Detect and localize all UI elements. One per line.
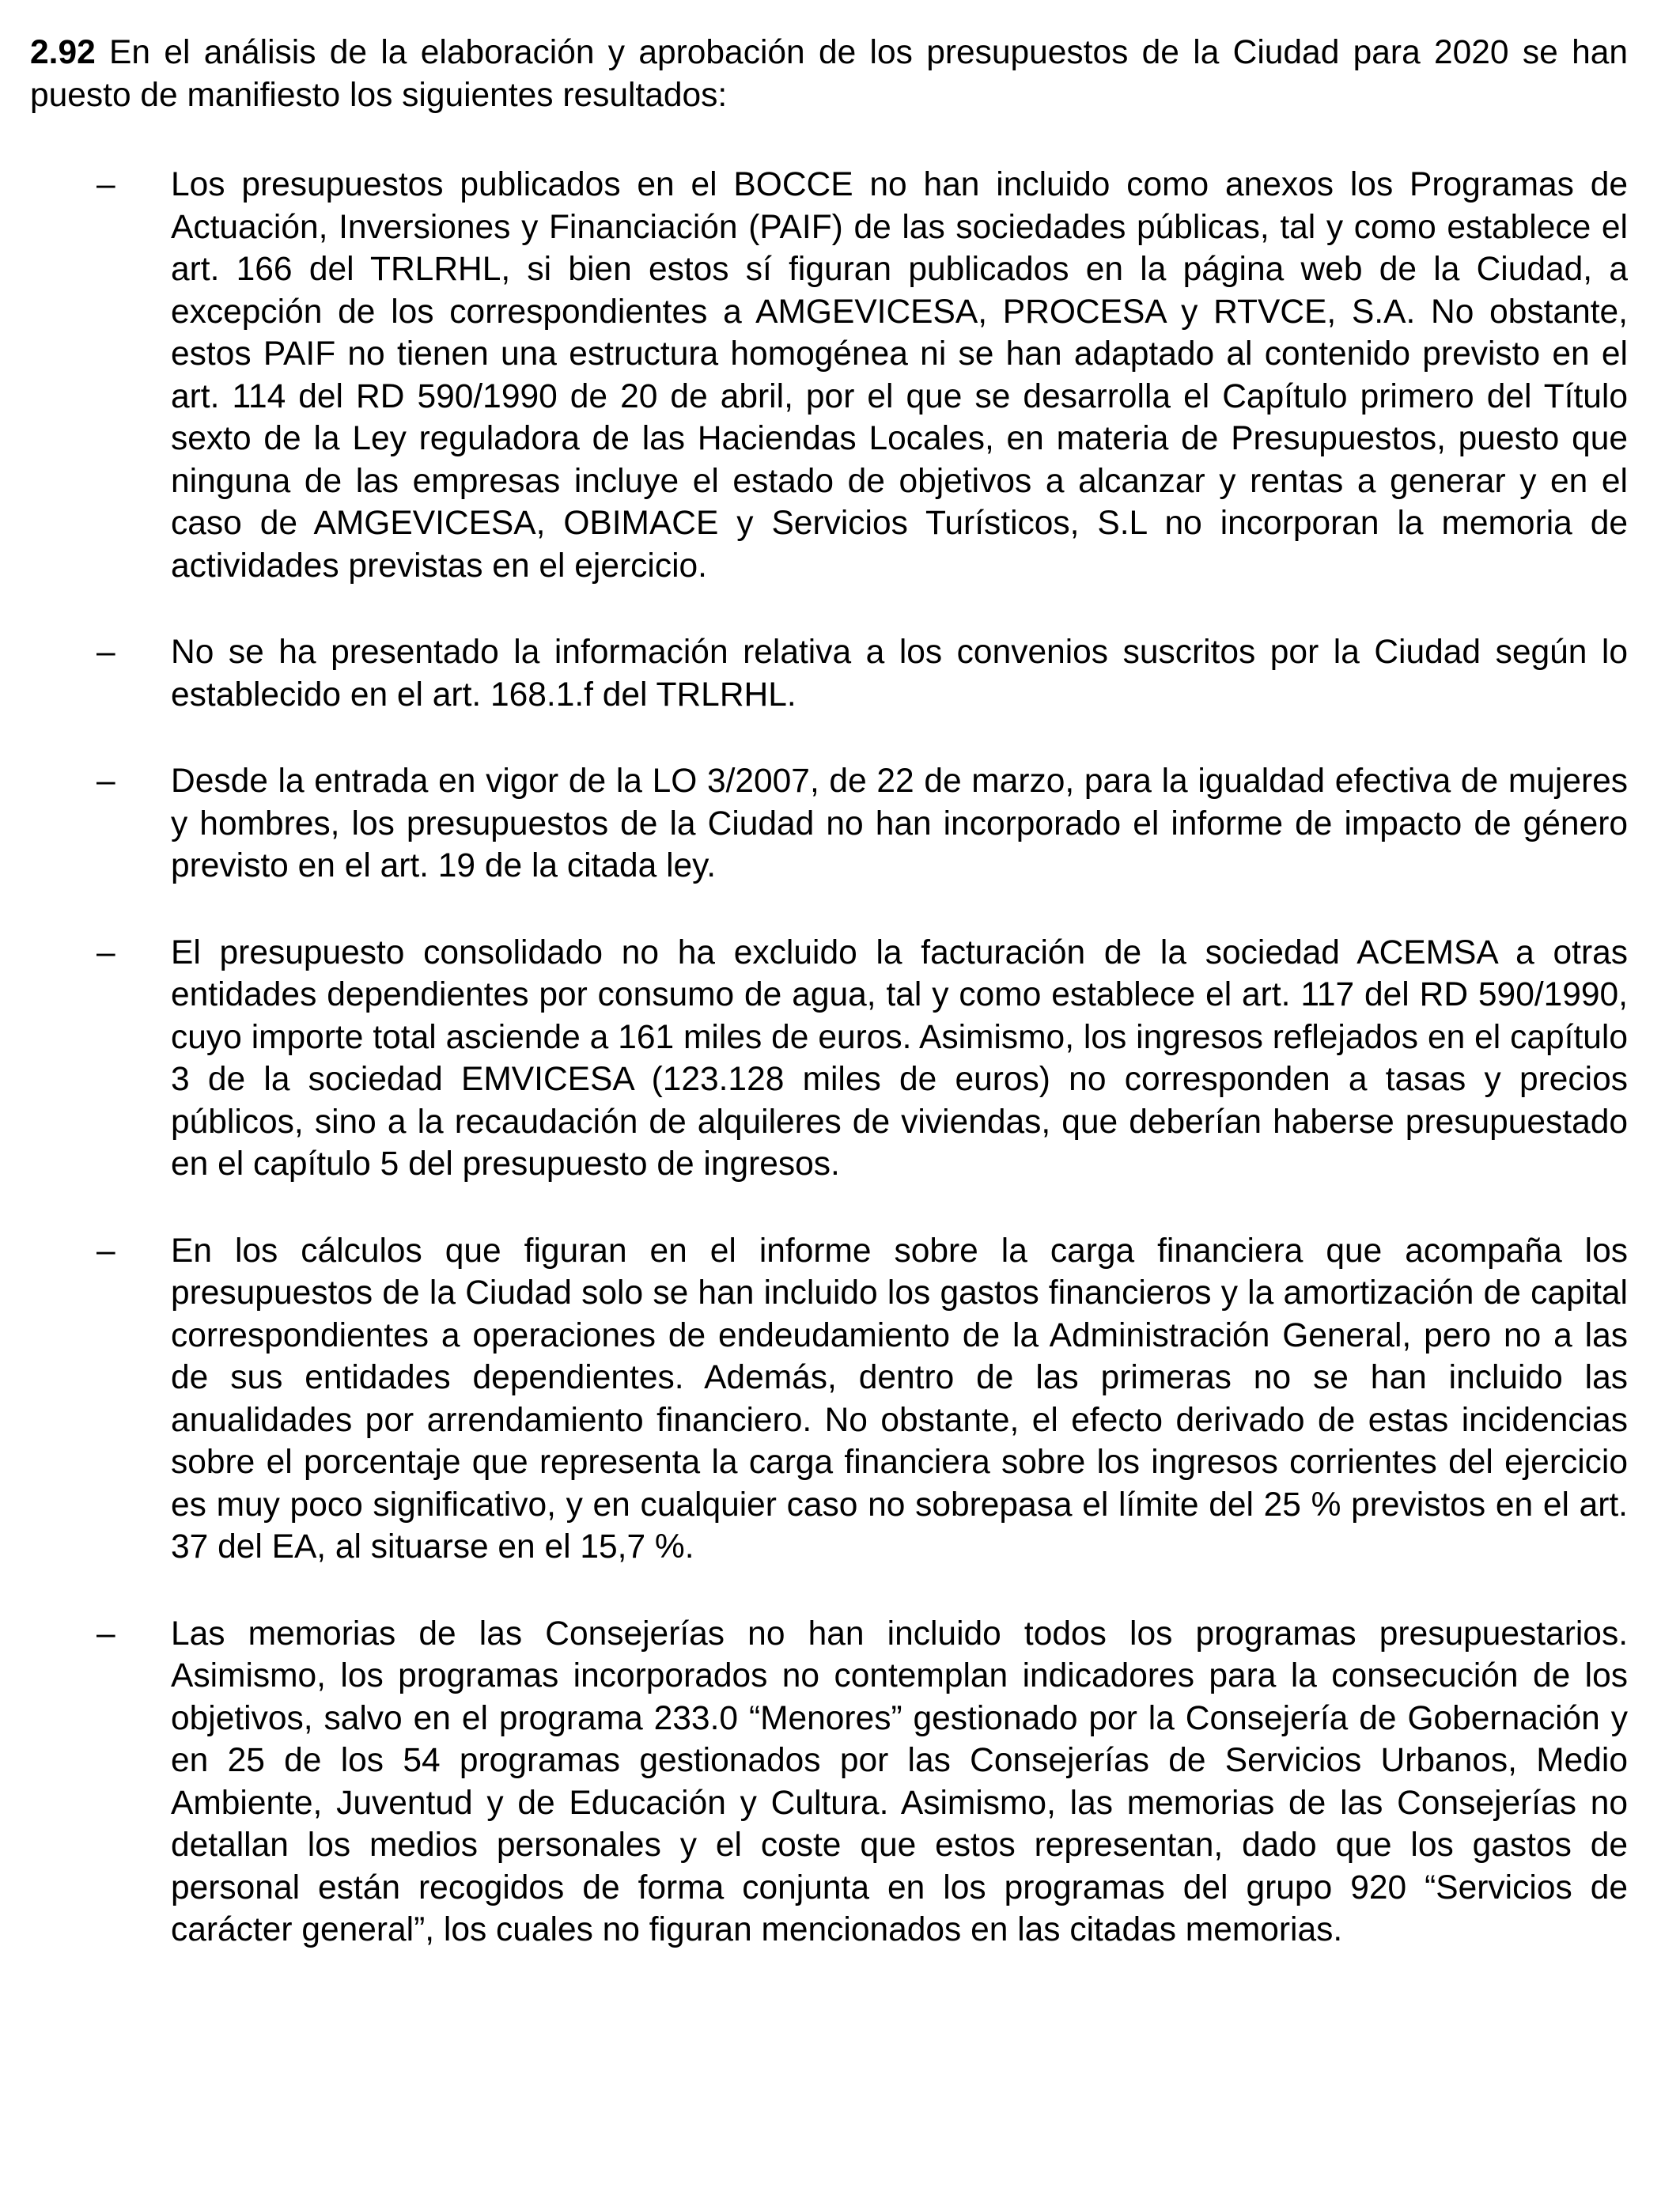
list-item-text: El presupuesto consolidado no ha excluido la facturación de la sociedad ACEMSA a otras entidades dependientes por consumo de agua, tal y como establece el art. 117 del RD 590/1990, cuyo importe total asciende a 161 miles de euros. Asimismo, los ingresos reflejados en el capítulo 3 de la sociedad EMVICESA (123.128 miles de euros) no corresponden a tasas y precios públicos, sino a la recaudación de alquileres de viviendas, que deberían haberse presupuestado en el capítulo 5 del presupuesto de ingresos.: [171, 933, 1628, 1183]
list-item: [30, 760, 1628, 888]
list-item-text: En los cálculos que figuran en el informe sobre la carga financiera que acompaña los presupuestos de la Ciudad solo se han incluido los gastos financieros y la amortización de capital correspondientes a operaciones de endeudamiento de la Administración General, pero no a las de sus entidades dependientes. Además, dentro de las primeras no se han incluido las anualidades por arrendamiento financiero. No obstante, el efecto derivado de estas incidencias sobre el porcentaje que representa la carga financiera sobre los ingresos corrientes del ejercicio es muy poco significativo, y en cualquier caso no sobrepasa el límite del 25 % previstos en el art. 37 del EA, al situarse en el 15,7 %.: [171, 1232, 1628, 1566]
list-item-text: Desde la entrada en vigor de la LO 3/2007, de 22 de marzo, para la igualdad efectiva de mujeres y hombres, los presupuestos de la Ciudad no han incorporado el informe de impacto de género previsto en el art. 19 de la citada ley.: [171, 763, 1628, 884]
bullet-dash: –: [96, 763, 115, 800]
list-item: [30, 932, 1628, 1186]
list-item-text: Los presupuestos publicados en el BOCCE no han incluido como anexos los Programas de Actuación, Inversiones y Financiación (PAIF) de las sociedades públicas, tal y como establece el art. 166 del TRLRHL, si bien estos sí figuran publicados en la página web de la Ciudad, a excepción de los correspondientes a AMGEVICESA, PROCESA y RTVCE, S.A. No obstante, estos PAIF no tienen una estructura homogénea ni se han adaptado al contenido previsto en el art. 114 del RD 590/1990 de 20 de abril, por el que se desarrolla el Capítulo primero del Título sexto de la Ley reguladora de las Haciendas Locales, en materia de Presupuestos, puesto que ninguna de las empresas incluye el estado de objetivos a alcanzar y rentas a generar y en el caso de AMGEVICESA, OBIMACE y Servicios Turísticos, S.L no incorporan la memoria de actividades previstas en el ejercicio.: [171, 166, 1628, 585]
list-item-text: No se ha presentado la información relativa a los convenios suscritos por la Ciudad según lo establecido en el art. 168.1.f del TRLRHL.: [171, 634, 1628, 714]
intro-paragraph: [30, 32, 1628, 116]
document-page: [30, 32, 1628, 1996]
section-number: 2.92: [30, 34, 96, 71]
list-item: [30, 631, 1628, 716]
list-item: [30, 164, 1628, 587]
bullet-dash: –: [96, 166, 115, 203]
list-item: [30, 1613, 1628, 1952]
list-item-text: Las memorias de las Consejerías no han incluido todos los programas presupuestarios. Asimismo, los programas incorporados no contemplan indicadores para la consecución de los objetivos, salvo en el programa 233.0 “Menores” gestionado por la Consejería de Gobernación y en 25 de los 54 programas gestionados por las Consejerías de Servicios Urbanos, Medio Ambiente, Juventud y de Educación y Cultura. Asimismo, las memorias de las Consejerías no detallan los medios personales y el coste que estos representan, dado que los gastos de personal están recogidos de forma conjunta en los programas del grupo 920 “Servicios de carácter general”, los cuales no figuran mencionados en las citadas memorias.: [171, 1615, 1628, 1948]
bullet-dash: –: [96, 933, 115, 971]
list-item: [30, 1230, 1628, 1569]
bullet-dash: –: [96, 1615, 115, 1653]
intro-text: En el análisis de la elaboración y aprobación de los presupuestos de la Ciudad para 2020 se han puesto de manifiesto los siguientes resultados:: [30, 34, 1628, 114]
bullet-dash: –: [96, 1232, 115, 1270]
bullet-dash: –: [96, 634, 115, 671]
